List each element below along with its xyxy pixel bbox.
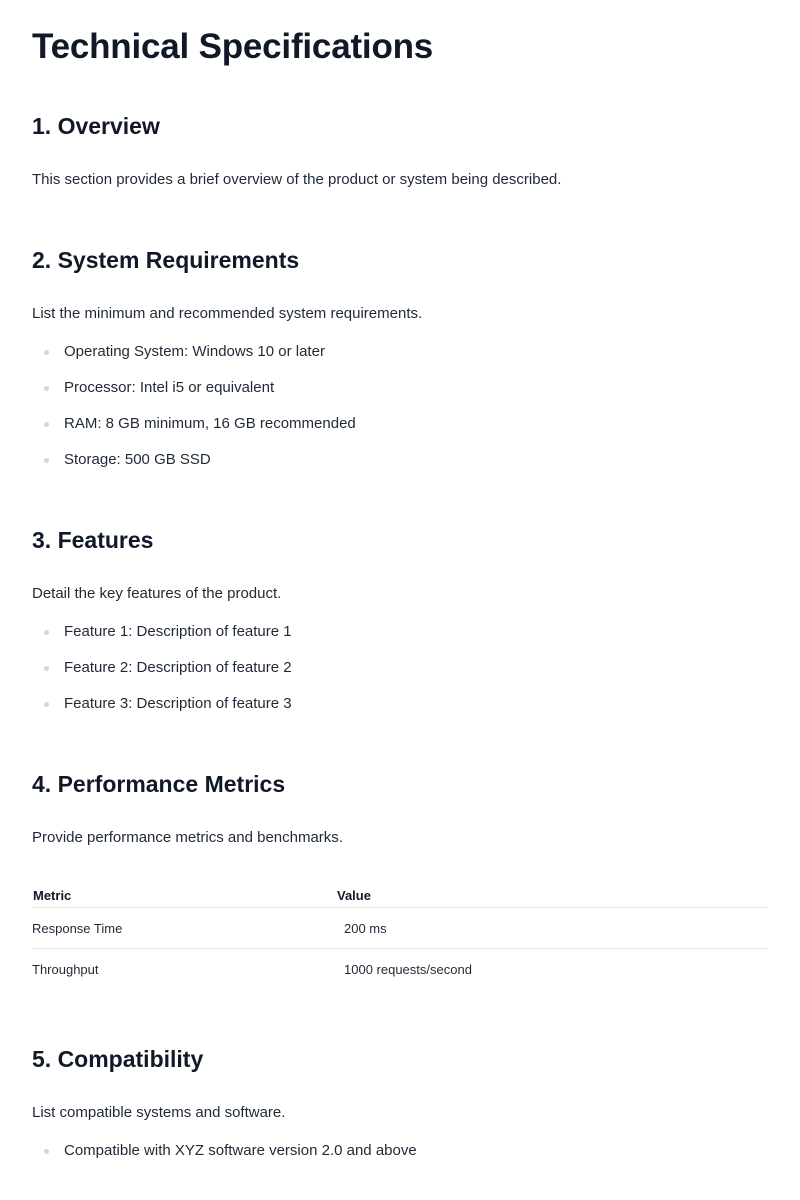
section-heading: 2. System Requirements [32,247,300,273]
list-item-text: Compatible with XYZ software version 2.0 and above [64,1142,417,1159]
metrics-table [32,880,768,989]
list-item-text: Feature 2: Description of feature 2 [64,659,292,676]
section-description: List the minimum and recommended system requirements. [32,305,423,322]
list-item [32,414,768,434]
section-overview [32,112,768,190]
section-heading: 4. Performance Metrics [32,771,286,797]
section-description: List compatible systems and software. [32,1104,286,1121]
list-item-text: Processor: Intel i5 or equivalent [64,379,275,396]
list-item-text: Feature 3: Description of feature 3 [64,695,292,712]
bullet-icon [44,386,49,391]
metric-cell: Response Time [32,908,336,949]
list-item-text: Operating System: Windows 10 or later [64,343,325,360]
column-header-metric: Metric [32,880,336,908]
features-list [32,622,768,714]
value-cell: 1000 requests/second [344,961,472,977]
bullet-icon [44,458,49,463]
value-cell: 200 ms [336,908,768,949]
list-item [32,450,768,470]
section-heading: 5. Compatibility [32,1046,204,1072]
list-item [32,622,768,642]
section-description: Provide performance metrics and benchmarks. [32,829,343,846]
list-item-text: Feature 1: Description of feature 1 [64,623,292,640]
section-compatibility [32,1045,768,1161]
section-heading: 3. Features [32,527,154,553]
metric-cell: Throughput [32,961,99,977]
section-system-requirements [32,246,768,470]
column-header-value: Value [336,880,768,908]
section-features [32,526,768,714]
requirements-list [32,342,768,470]
compatibility-list [32,1141,768,1161]
section-description: This section provides a brief overview of the product or system being described. [32,171,562,188]
list-item-text: Storage: 500 GB SSD [64,451,211,468]
list-item [32,342,768,362]
table-row [32,949,768,990]
bullet-icon [44,350,49,355]
table-header-row [32,880,768,908]
bullet-icon [44,630,49,635]
bullet-icon [44,702,49,707]
bullet-icon [44,422,49,427]
page-title: Technical Specifications [32,27,434,66]
section-performance-metrics [32,770,768,989]
list-item [32,378,768,398]
list-item-text: RAM: 8 GB minimum, 16 GB recommended [64,415,356,432]
section-description: Detail the key features of the product. [32,585,282,602]
list-item [32,1141,768,1161]
table-row [32,908,768,949]
section-heading: 1. Overview [32,113,160,139]
bullet-icon [44,1149,49,1154]
bullet-icon [44,666,49,671]
list-item [32,694,768,714]
list-item [32,658,768,678]
